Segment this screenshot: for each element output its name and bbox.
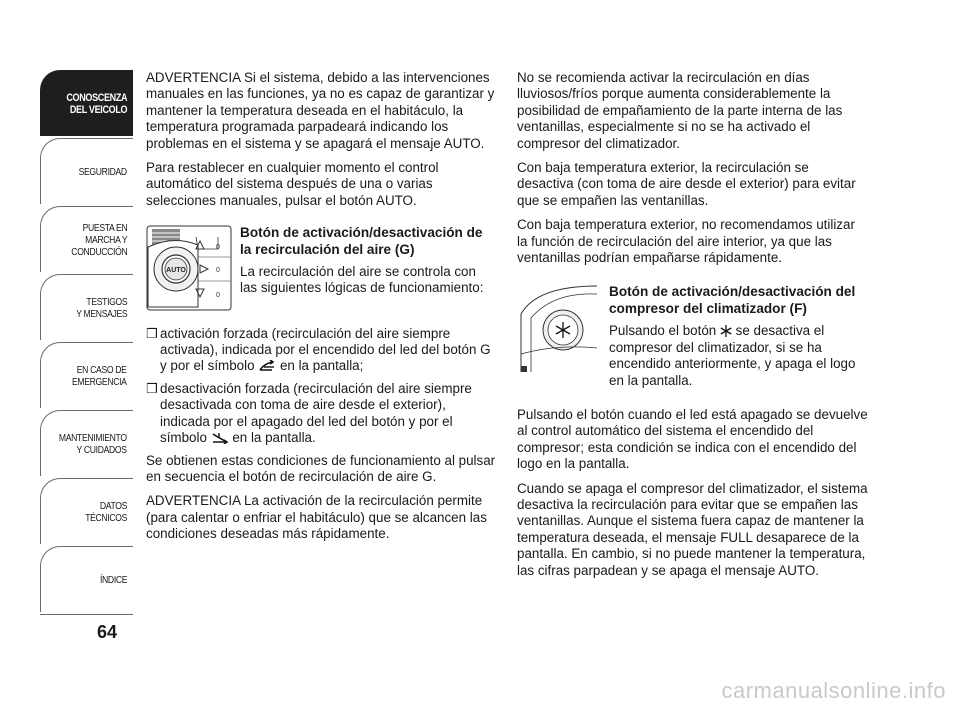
paragraph: La recirculación del aire se controla con las siguientes lógicas de funcionamiento:: [240, 264, 484, 296]
paragraph-text: se desactiva el compresor del climatizador, si se ha encendido anteriormente, y apaga el logo en la pantalla.: [609, 323, 856, 388]
tab-testigos[interactable]: [40, 274, 133, 340]
list-item: [146, 381, 496, 447]
paragraph: Para restablecer en cualquier momento el control automático del sistema después de una o varias selecciones manuales, pulsar el botón AUTO.: [146, 160, 439, 208]
paragraph: Con baja temperatura exterior, la recirculación se desactiva (con toma de aire desde el exterior) para evitar que se empañen las ventanillas.: [517, 160, 856, 208]
paragraph: No se recomienda activar la recirculación en días lluviosos/fríos porque aumenta considerablemente la posibilidad de empañamiento de la parte interna de las ventanillas, especialmente si no se ha activado el compresor del climatizador.: [517, 70, 843, 151]
section-heading-g: Botón de activación/desactivación de la recirculación del aire (G): [240, 225, 483, 257]
tab-conoscenza-del-veicolo[interactable]: [40, 70, 133, 136]
paragraph: Cuando se apaga el compresor del climatizador, el sistema desactiva la recirculación para evitar que se empañen las ventanillas. Aunque el sistema fuera capaz de mantener la temperatura deseada, el mensaje FULL desaparece de la pantalla. En cambio, si no puede mantener la temperatura, las cifras parpadean y se apaga el mensaje AUTO.: [517, 480, 868, 578]
tab-label: PUESTA EN MARCHA Y CONDUCCIÓN: [70, 221, 127, 258]
tab-emergencia[interactable]: [40, 342, 133, 408]
right-column: [517, 70, 869, 587]
svg-text:0: 0: [216, 267, 220, 275]
tab-label: SEGURIDAD: [78, 165, 127, 178]
recirculation-section: [146, 225, 496, 315]
compressor-button-illustration: [517, 284, 599, 396]
section-heading-f: Botón de activación/desactivación del compresor del climatizador (F): [609, 284, 856, 316]
svg-text:0: 0: [216, 292, 220, 300]
tab-mantenimiento[interactable]: [40, 410, 133, 476]
paragraph-text: Pulsando el botón: [609, 323, 720, 339]
recirculation-button-illustration: [146, 225, 232, 315]
page-number: 64: [97, 622, 118, 642]
square-bullet-icon: ❒: [146, 325, 158, 341]
compressor-panel-icon: [517, 284, 599, 374]
tab-label: ÍNDICE: [99, 573, 127, 586]
snowflake-icon: [720, 325, 732, 337]
tab-puesta-en-marcha[interactable]: [40, 206, 133, 272]
list-item: [146, 326, 496, 375]
paragraph: Pulsando el botón cuando el led está apagado se devuelve al control automático del sistema el encendido del compresor; esta condición se indica con el encendido del logo en la pantalla.: [517, 406, 868, 472]
paragraph: Se obtienen estas condiciones de funcionamiento al pulsar en secuencia el botón de recirculación de aire G.: [146, 452, 496, 484]
bullet-text: desactivación forzada (recirculación del aire siempre desactivada con toma de aire desde el exterior), indicada por el apagado del led del botón y por el símbolo: [160, 380, 472, 446]
recirculation-off-icon: [211, 432, 229, 444]
tab-indice[interactable]: [40, 546, 133, 612]
tab-label: MANTENIMIENTO Y CUIDADOS: [59, 431, 127, 456]
tab-label: CONOSCENZA DEL VEICOLO: [66, 91, 127, 116]
svg-text:AUTO: AUTO: [166, 267, 186, 275]
tab-label: TESTIGOS Y MENSAJES: [75, 295, 127, 320]
compressor-section: [517, 284, 869, 396]
tab-label: EN CASO DE EMERGENCIA: [72, 363, 127, 388]
tab-label: DATOS TÉCNICOS: [85, 499, 127, 524]
paragraph: [609, 323, 869, 389]
svg-text:0: 0: [216, 244, 220, 252]
recirculation-on-icon: [258, 360, 276, 372]
watermark: carmanualsonline.info: [721, 678, 946, 703]
tab-seguridad[interactable]: [40, 138, 133, 204]
control-panel-icon: [146, 225, 232, 311]
warning-paragraph: ADVERTENCIA Si el sistema, debido a las intervenciones manuales en las funciones, ya no es capaz de garantizar y mantener la temperatura deseada en el habitáculo, la temperatura programada parpadeará indicando los problemas en el sistema y se apagará el mensaje AUTO.: [146, 70, 495, 151]
bullet-text: en la pantalla.: [228, 430, 316, 446]
bullet-text: en la pantalla;: [276, 358, 364, 374]
paragraph: Con baja temperatura exterior, no recomendamos utilizar la función de recirculación del aire interior, ya que las ventanillas podrían empañarse rápidamente.: [517, 217, 855, 266]
tab-datos-tecnicos[interactable]: [40, 478, 133, 544]
warning-paragraph: ADVERTENCIA La activación de la recirculación permite (para calentar o enfriar el habitáculo) que se alcancen las condiciones deseadas más rápidamente.: [146, 493, 487, 542]
bullet-text: activación forzada (recirculación del aire siempre activada), indicada por el encendido del led del botón G y por el símbolo: [160, 325, 491, 374]
left-column: [146, 70, 496, 551]
square-bullet-icon: ❒: [146, 380, 158, 396]
tabs-divider: [40, 614, 133, 615]
